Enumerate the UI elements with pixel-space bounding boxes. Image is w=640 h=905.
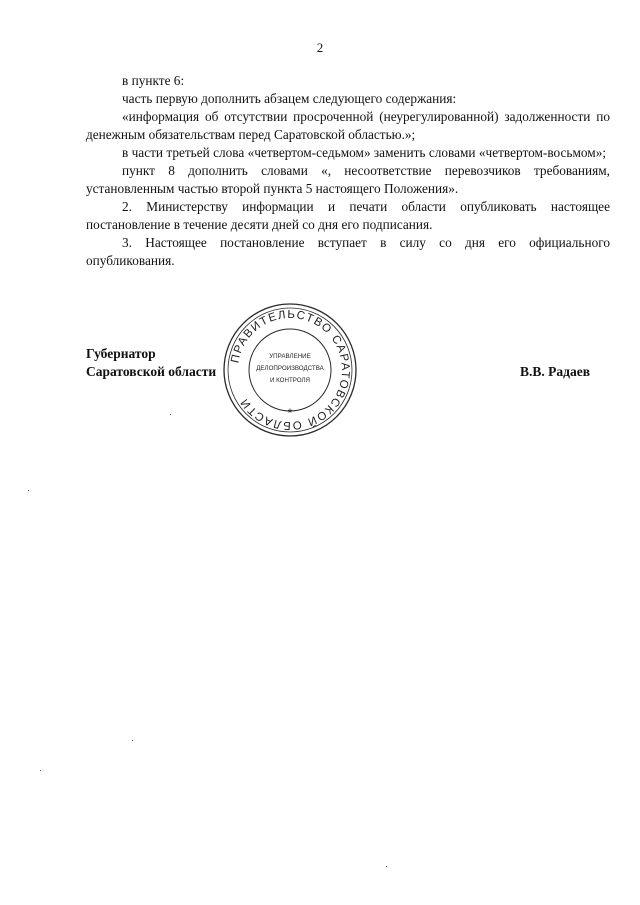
paragraph-clause-8: пункт 8 дополнить словами «, несоответствие перевозчиков требованиям, установленным частью второй пункта 5 настоящего Положения». [86,163,610,196]
signatory-name: В.В. Радаев [520,364,590,379]
seal-center-line1: УПРАВЛЕНИЕ [269,353,311,360]
scan-speck [28,490,29,491]
paragraph-quote-info: «информация об отсутствии просроченной (неурегулированной) задолженности по денежным обязательствам перед Саратовской областью.»; [86,109,610,142]
signatory-title-line1: Губернатор [86,346,156,361]
document-body [86,72,610,270]
signatory-title [86,345,216,381]
paragraph-item-2: 2. Министерству информации и печати области опубликовать настоящее постановление в течение десяти дней со дня его подписания. [86,199,610,232]
official-seal-stamp [222,302,358,438]
scan-speck [170,414,171,415]
signatory-title-line2: Саратовской области [86,364,217,379]
paragraph-part-three: в части третьей слова «четвертом-седьмом» заменить словами «четвертом-восьмом»; [122,145,607,160]
paragraph-clause-6: в пункте 6: [122,73,185,88]
scan-speck [386,866,387,867]
scan-speck [40,770,41,771]
paragraph-item-3: 3. Настоящее постановление вступает в силу со дня его официального опубликования. [86,235,610,268]
seal-star-icon: * [287,406,293,420]
seal-ring-text: ПРАВИТЕЛЬСТВО САРАТОВСКОЙ ОБЛАСТИ [229,308,352,432]
scan-speck [132,740,133,741]
paragraph-part-one: часть первую дополнить абзацем следующего содержания: [122,91,457,106]
page-number: 2 [316,40,324,55]
seal-center-line2: ДЕЛОПРОИЗВОДСТВА [256,365,324,372]
seal-center-line3: И КОНТРОЛЯ [269,377,311,384]
